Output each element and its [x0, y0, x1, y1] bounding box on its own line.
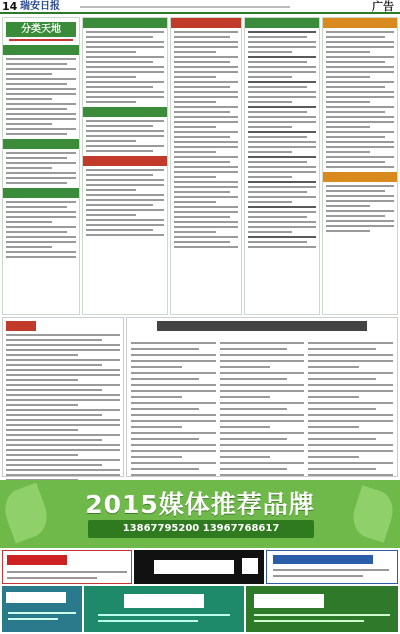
ad-redwood	[2, 586, 82, 632]
header-date-line	[80, 6, 290, 8]
ad-building-title	[273, 555, 373, 564]
main-notice	[126, 317, 398, 477]
section-header	[323, 172, 397, 182]
banner-phones: 13867795200 13967768617	[88, 520, 314, 538]
section-header	[83, 156, 167, 166]
ad-doors-title	[124, 594, 204, 608]
section-header	[6, 321, 36, 331]
banner-title: 2015媒体推荐品牌	[85, 490, 315, 519]
column-4	[244, 17, 320, 315]
section-header	[245, 18, 319, 28]
section-header	[3, 45, 79, 55]
ad-decoration-title	[254, 594, 324, 608]
ad-wooden-doors	[84, 586, 244, 632]
masthead-logo: 瑞安日报	[20, 1, 60, 12]
ad-furniture	[2, 550, 132, 584]
section-header	[171, 18, 241, 28]
column-classified	[2, 17, 80, 315]
qr-code-icon	[242, 558, 258, 574]
column-5	[322, 17, 398, 315]
column-2	[82, 17, 168, 315]
ad-decoration	[246, 586, 398, 632]
section-label: 广告	[372, 0, 394, 13]
left-notice	[2, 317, 124, 477]
ad-redwood-title	[6, 592, 66, 603]
page-number: 14	[2, 0, 18, 13]
ad-toto	[134, 550, 264, 584]
media-brand-banner	[0, 480, 400, 548]
section-header	[83, 18, 167, 28]
column-3	[170, 17, 242, 315]
notice-title	[157, 321, 367, 331]
section-header	[3, 188, 79, 198]
ad-furniture-title	[7, 555, 67, 565]
section-header	[323, 18, 397, 28]
classified-title: 分类天地	[6, 22, 76, 37]
section-header	[3, 139, 79, 149]
section-header	[83, 107, 167, 117]
ad-building-materials	[266, 550, 398, 584]
ad-toto-logo	[154, 560, 234, 574]
